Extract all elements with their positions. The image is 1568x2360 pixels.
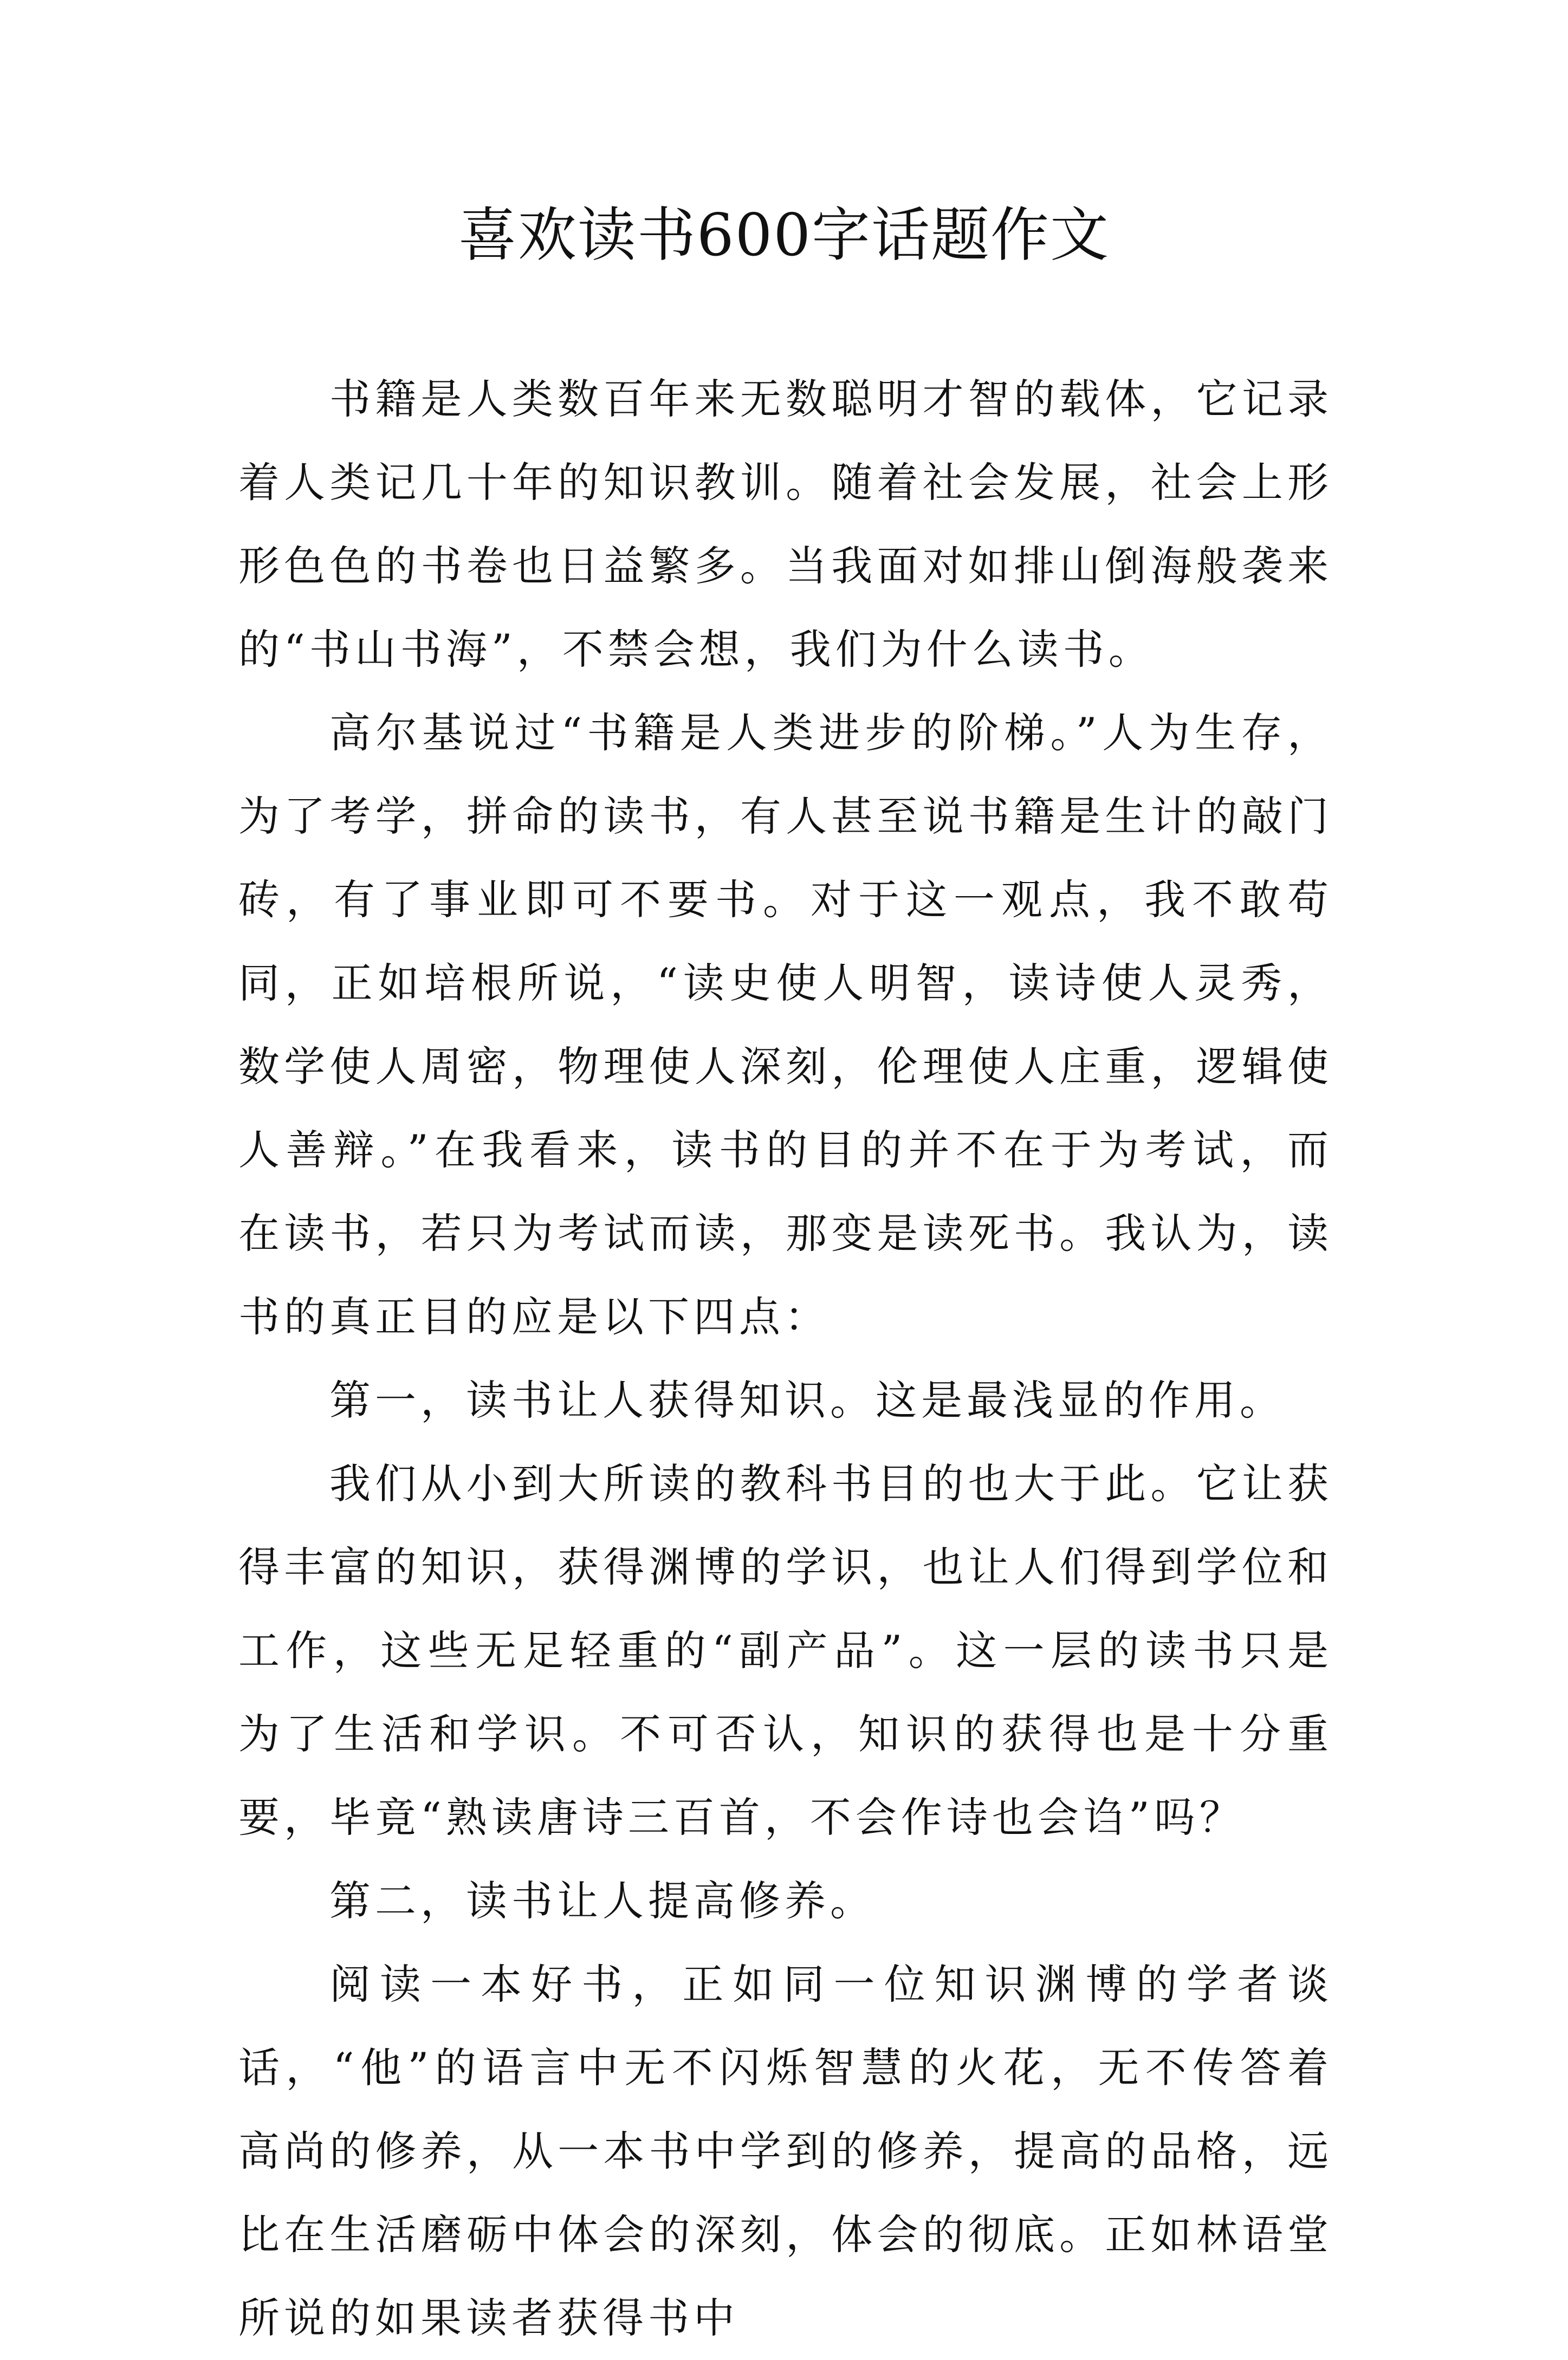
document-body xyxy=(238,358,1333,2360)
paragraph: 阅读一本好书，正如同一位知识渊博的学者谈话，“他”的语言中无不闪烁智慧的火花，无不传答着高尚的修养，从一本书中学到的修养，提高的品格，远比在生活磨砺中体会的深刻，体会的彻底。正如林语堂所说的如果读者获得书中 xyxy=(238,1960,1333,2342)
paragraph: 第二，读书让人提高修养。 xyxy=(329,1877,876,1925)
document-title: 喜欢读书600字话题作文 xyxy=(458,202,1110,269)
paragraph: 第一，读书让人获得知识。这是最浅显的作用。 xyxy=(329,1376,1285,1424)
paragraph: 书籍是人类数百年来无数聪明才智的载体，它记录着人类记几十年的知识教训。随着社会发展，社会上形形色色的书卷也日益繁多。当我面对如排山倒海般袭来的“书山书海”，不禁会想，我们为什么读书。 xyxy=(238,375,1333,673)
paragraph: 高尔基说过“书籍是人类进步的阶梯。”人为生存，为了考学，拼命的读书，有人甚至说书籍是生计的敲门砖，有了事业即可不要书。对于这一观点，我不敢苟同，正如培根所说，“读史使人明智，读诗使人灵秀，数学使人周密，物理使人深刻，伦理使人庄重，逻辑使人善辩。”在我看来，读书的目的并不在于为考试，而在读书，若只为考试而读，那变是读死书。我认为，读书的真正目的应是以下四点： xyxy=(238,709,1333,1341)
paragraph: 我们从小到大所读的教科书目的也大于此。它让获得丰富的知识，获得渊博的学识，也让人们得到学位和工作，这些无足轻重的“副产品”。这一层的读书只是为了生活和学识。不可否认，知识的获得也是十分重要，毕竟“熟读唐诗三百首，不会作诗也会诌”吗？ xyxy=(238,1460,1333,1842)
